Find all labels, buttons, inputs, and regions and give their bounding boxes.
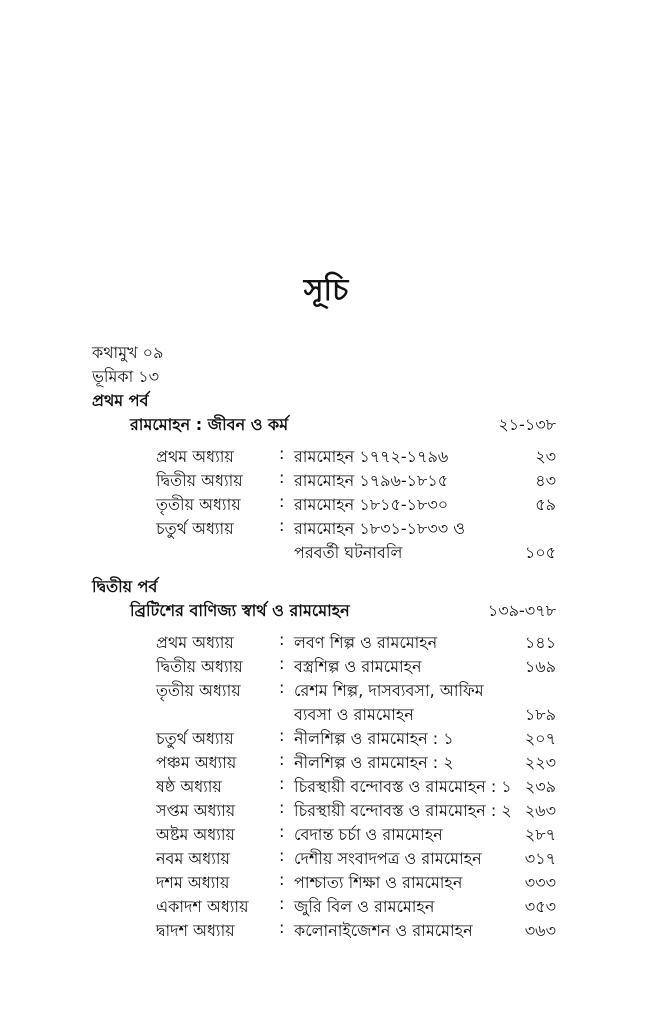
chapter-topic: কলোনাইজেশন ও রামমোহন — [294, 921, 473, 940]
chapter-topic: জুরি বিল ও রামমোহন — [294, 897, 435, 916]
page-number: ২০৭ — [524, 729, 556, 748]
page-number: ২৮৭ — [524, 825, 556, 844]
chapter-topic: চিরস্থায়ী বন্দোবস্ত ও রামমোহন : ২ — [294, 801, 512, 820]
page-number: ৩৬৩ — [524, 921, 556, 940]
chapter-topic: পাশ্চাত্য শিক্ষা ও রামমোহন — [294, 873, 463, 892]
chapter-topic: রামমোহন ১৮১৫-১৮৩০ — [294, 495, 449, 514]
page-number: ৩৩৩ — [524, 873, 556, 892]
chapter-label: অষ্টম অধ্যায় — [156, 825, 235, 844]
separator-colon: : — [279, 516, 285, 535]
page-number: ৩১৭ — [524, 849, 556, 868]
separator-colon: : — [279, 492, 285, 511]
chapter-label: দ্বিতীয় অধ্যায় — [156, 657, 243, 676]
separator-colon: : — [279, 918, 285, 937]
separator-colon: : — [279, 444, 285, 463]
separator-colon: : — [279, 726, 285, 745]
chapter-label: দ্বাদশ অধ্যায় — [156, 921, 235, 940]
intro-entry-preface: কথামুখ ০৯ — [92, 343, 164, 362]
separator-colon: : — [279, 468, 285, 487]
chapter-label: প্রথম অধ্যায় — [156, 447, 234, 466]
separator-colon: : — [279, 870, 285, 889]
separator-colon: : — [279, 894, 285, 913]
page-number: ১৮৯ — [524, 705, 556, 724]
page-number: ৫৯ — [535, 495, 556, 514]
page-number: ২৩ — [535, 447, 556, 466]
chapter-topic: রেশম শিল্প, দাসব্যবসা, আফিম — [294, 681, 484, 700]
chapter-label: চতুর্থ অধ্যায় — [156, 519, 234, 538]
chapter-label: তৃতীয় অধ্যায় — [156, 495, 241, 514]
chapter-label: দ্বিতীয় অধ্যায় — [156, 471, 243, 490]
chapter-label: তৃতীয় অধ্যায় — [156, 681, 241, 700]
separator-colon: : — [279, 678, 285, 697]
chapter-topic-continued: পরবর্তী ঘটনাবলি — [294, 543, 403, 562]
chapter-topic: নীলশিল্প ও রামমোহন : ২ — [294, 753, 454, 772]
intro-entry-introduction: ভূমিকা ১৩ — [92, 367, 160, 386]
chapter-topic: দেশীয় সংবাদপত্র ও রামমোহন — [294, 849, 482, 868]
chapter-label: প্রথম অধ্যায় — [156, 633, 234, 652]
part-heading: প্রথম পর্ব — [92, 391, 149, 410]
chapter-topic: নীলশিল্প ও রামমোহন : ১ — [294, 729, 454, 748]
chapter-label: নবম অধ্যায় — [156, 849, 230, 868]
separator-colon: : — [279, 798, 285, 817]
page-number: ৪৩ — [535, 471, 556, 490]
separator-colon: : — [279, 846, 285, 865]
chapter-topic: রামমোহন ১৮৩১-১৮৩৩ ও — [294, 519, 466, 538]
separator-colon: : — [279, 750, 285, 769]
chapter-topic-continued: ব্যবসা ও রামমোহন — [294, 705, 414, 724]
separator-colon: : — [279, 630, 285, 649]
chapter-label: একাদশ অধ্যায় — [156, 897, 249, 916]
chapter-label: চতুর্থ অধ্যায় — [156, 729, 234, 748]
page-number: ৩৫৩ — [524, 897, 556, 916]
chapter-label: পঞ্চম অধ্যায় — [156, 753, 237, 772]
chapter-label: সপ্তম অধ্যায় — [156, 801, 236, 820]
chapter-topic: রামমোহন ১৭৭২-১৭৯৬ — [294, 447, 449, 466]
page-number: ২৩৯ — [524, 777, 556, 796]
section-title: ব্রিটিশের বাণিজ্য স্বার্থ ও রামমোহন — [130, 601, 350, 620]
part-heading: দ্বিতীয় পর্ব — [92, 577, 158, 596]
chapter-label: দশম অধ্যায় — [156, 873, 230, 892]
page-title: সূচি — [303, 273, 349, 308]
page-number: ২৬৩ — [524, 801, 556, 820]
separator-colon: : — [279, 654, 285, 673]
chapter-topic: চিরস্থায়ী বন্দোবস্ত ও রামমোহন : ১ — [294, 777, 512, 796]
chapter-label: ষষ্ঠ অধ্যায় — [156, 777, 222, 796]
chapter-topic: বস্ত্রশিল্প ও রামমোহন — [294, 657, 422, 676]
separator-colon: : — [279, 774, 285, 793]
separator-colon: : — [279, 822, 285, 841]
page-number: ১৬৯ — [524, 657, 556, 676]
section-page-range: ১৩৯-৩৭৮ — [487, 601, 556, 620]
chapter-topic: রামমোহন ১৭৯৬-১৮১৫ — [294, 471, 449, 490]
section-page-range: ২১-১৩৮ — [498, 415, 556, 434]
chapter-topic: বেদান্ত চর্চা ও রামমোহন — [294, 825, 443, 844]
page-number: ১৪১ — [524, 633, 556, 652]
page-number: ১০৫ — [524, 543, 556, 562]
chapter-topic: লবণ শিল্প ও রামমোহন — [294, 633, 438, 652]
page-number: ২২৩ — [524, 753, 556, 772]
section-title: রামমোহন : জীবন ও কর্ম — [130, 415, 289, 434]
